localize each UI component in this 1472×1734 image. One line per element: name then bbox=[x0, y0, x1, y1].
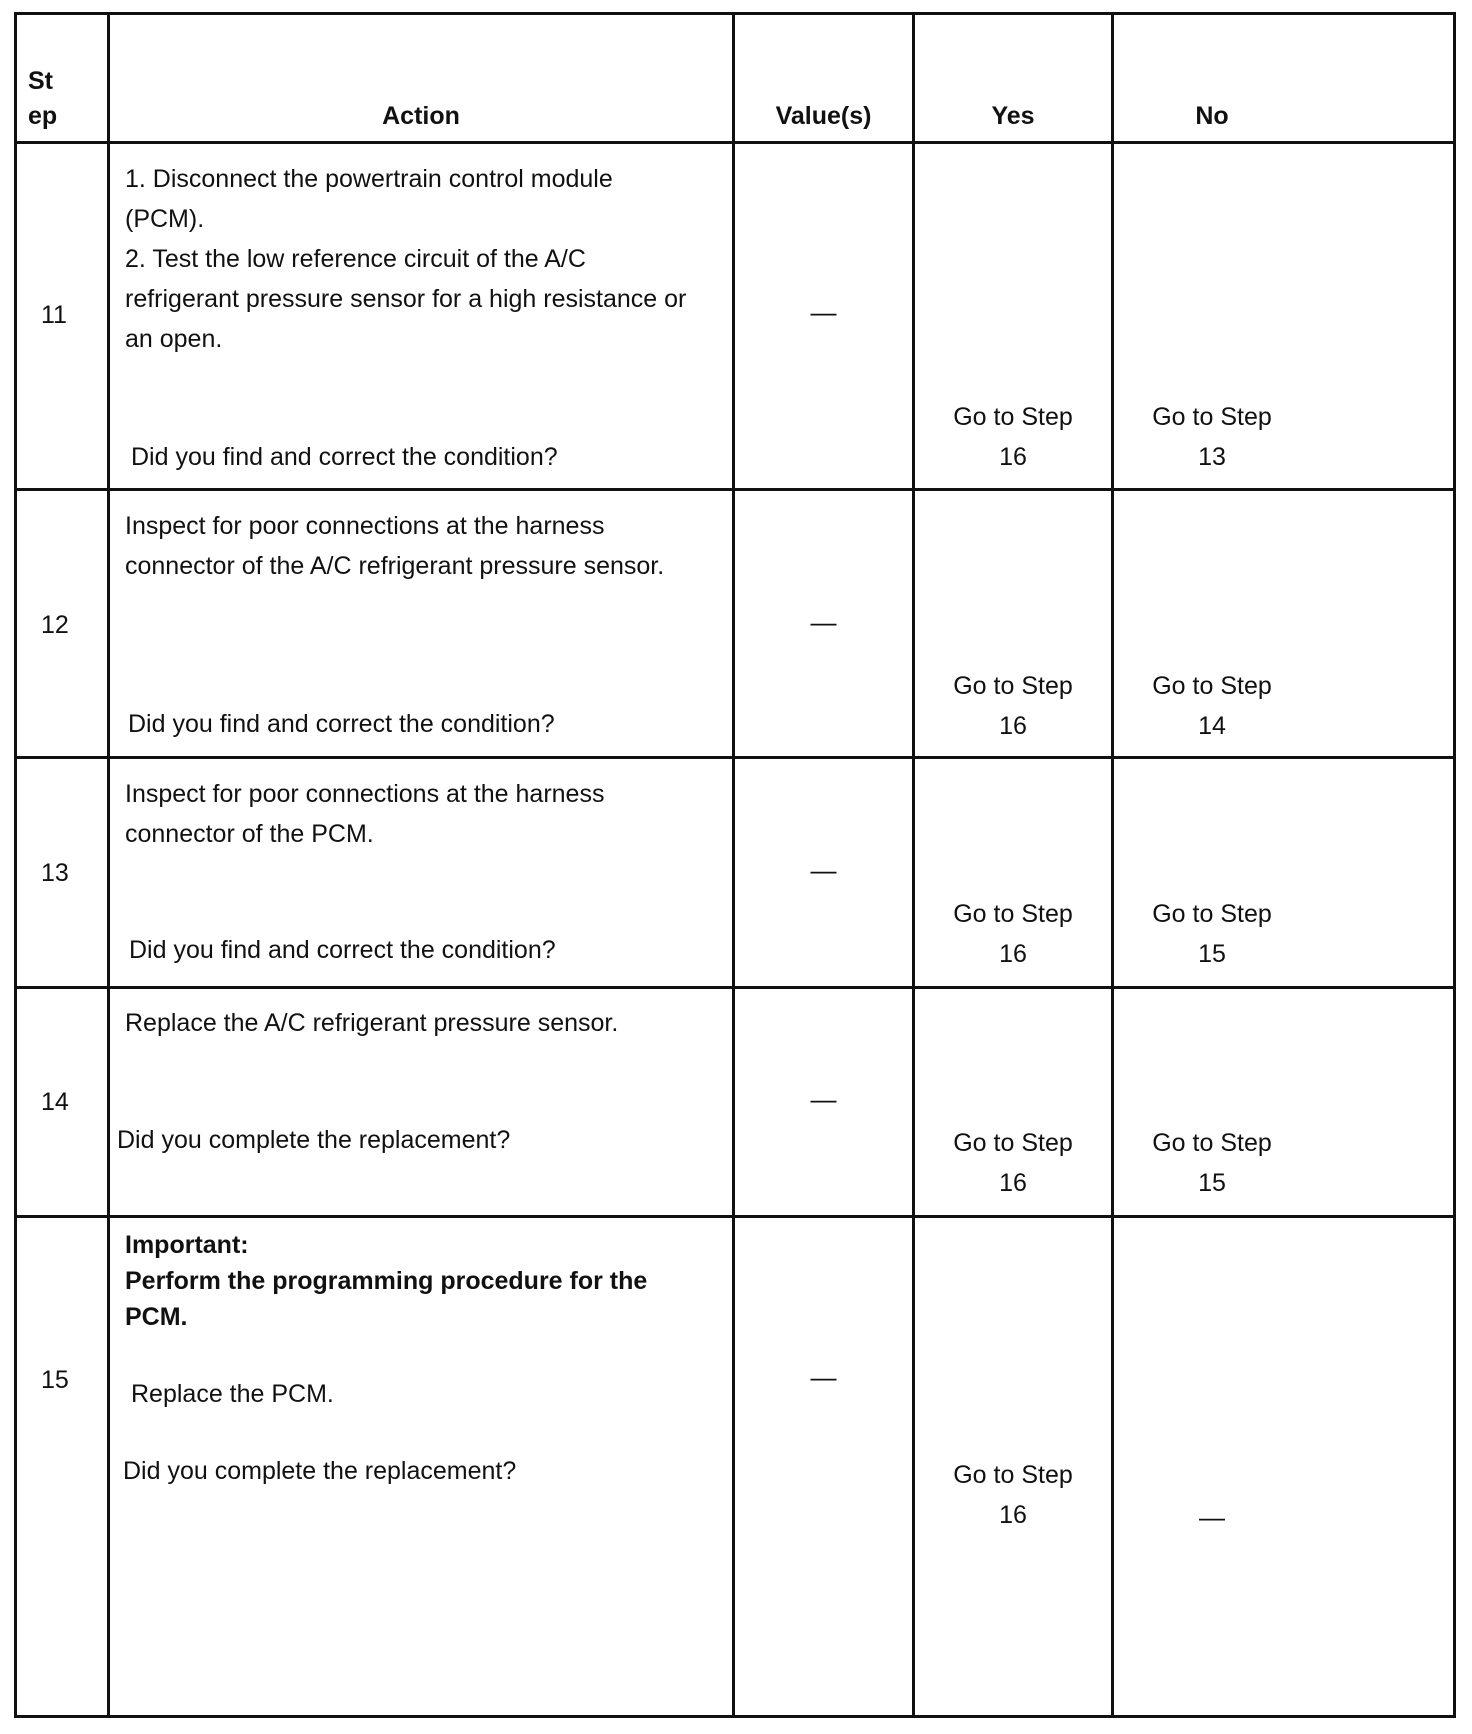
row-divider bbox=[17, 1215, 1453, 1218]
no-cell: — bbox=[1199, 1502, 1225, 1532]
value-cell: — bbox=[810, 855, 837, 885]
action-line: 2. Test the low reference circuit of the A/C bbox=[125, 245, 586, 273]
action-line: 1. Disconnect the powertrain control module bbox=[125, 165, 613, 193]
yes-line: 16 bbox=[999, 940, 1027, 968]
yes-line: Go to Step bbox=[953, 672, 1073, 700]
yes-line: 16 bbox=[999, 712, 1027, 740]
action-line: an open. bbox=[125, 325, 223, 353]
yes-line: 16 bbox=[999, 443, 1027, 471]
action-question: Did you find and correct the condition? bbox=[129, 936, 556, 964]
no-line: 14 bbox=[1198, 712, 1226, 740]
value-cell: — bbox=[810, 297, 837, 327]
action-question: Did you find and correct the condition? bbox=[131, 443, 558, 471]
step-number: 11 bbox=[41, 301, 67, 329]
action-question: Did you complete the replacement? bbox=[117, 1126, 511, 1154]
action-line: refrigerant pressure sensor for a high resistance or bbox=[125, 285, 687, 313]
header-values: Value(s) bbox=[775, 102, 872, 130]
value-cell: — bbox=[810, 1362, 837, 1392]
action-question: Did you find and correct the condition? bbox=[128, 710, 555, 738]
no-line: Go to Step bbox=[1152, 672, 1272, 700]
yes-line: 16 bbox=[999, 1501, 1027, 1529]
column-divider bbox=[1111, 15, 1114, 1715]
value-cell: — bbox=[810, 607, 837, 637]
step-number: 14 bbox=[41, 1088, 69, 1116]
yes-line: Go to Step bbox=[953, 900, 1073, 928]
action-line: connector of the PCM. bbox=[125, 820, 374, 848]
important-line: Perform the programming procedure for the bbox=[125, 1267, 648, 1295]
header-action: Action bbox=[382, 102, 460, 130]
step-number: 12 bbox=[41, 611, 69, 639]
important-line: PCM. bbox=[125, 1303, 188, 1331]
yes-line: Go to Step bbox=[953, 1461, 1073, 1489]
value-cell: — bbox=[810, 1084, 837, 1114]
action-question: Did you complete the replacement? bbox=[123, 1457, 517, 1485]
action-line: Replace the PCM. bbox=[131, 1380, 334, 1408]
header-step-line2: ep bbox=[28, 102, 58, 130]
action-line: connector of the A/C refrigerant pressure sensor. bbox=[125, 552, 665, 580]
header-no: No bbox=[1195, 102, 1229, 130]
action-line: Inspect for poor connections at the harness bbox=[125, 780, 605, 808]
no-line: 15 bbox=[1198, 1169, 1226, 1197]
column-divider bbox=[107, 15, 110, 1715]
yes-line: Go to Step bbox=[953, 403, 1073, 431]
action-line: (PCM). bbox=[125, 205, 205, 233]
no-line: 13 bbox=[1198, 443, 1226, 471]
yes-line: Go to Step bbox=[953, 1129, 1073, 1157]
no-line: Go to Step bbox=[1152, 403, 1272, 431]
header-yes: Yes bbox=[991, 102, 1035, 130]
row-divider bbox=[17, 756, 1453, 759]
diagnostic-table bbox=[14, 12, 1456, 1718]
header-step-line1: St bbox=[28, 67, 53, 95]
no-line: Go to Step bbox=[1152, 1129, 1272, 1157]
important-label: Important: bbox=[125, 1231, 249, 1259]
row-divider bbox=[17, 488, 1453, 491]
action-line: Replace the A/C refrigerant pressure sensor. bbox=[125, 1009, 619, 1037]
row-divider bbox=[17, 986, 1453, 989]
step-number: 13 bbox=[41, 859, 69, 887]
no-line: 15 bbox=[1198, 940, 1226, 968]
yes-line: 16 bbox=[999, 1169, 1027, 1197]
action-line: Inspect for poor connections at the harness bbox=[125, 512, 605, 540]
no-line: Go to Step bbox=[1152, 900, 1272, 928]
row-divider bbox=[17, 141, 1453, 144]
step-number: 15 bbox=[41, 1366, 69, 1394]
